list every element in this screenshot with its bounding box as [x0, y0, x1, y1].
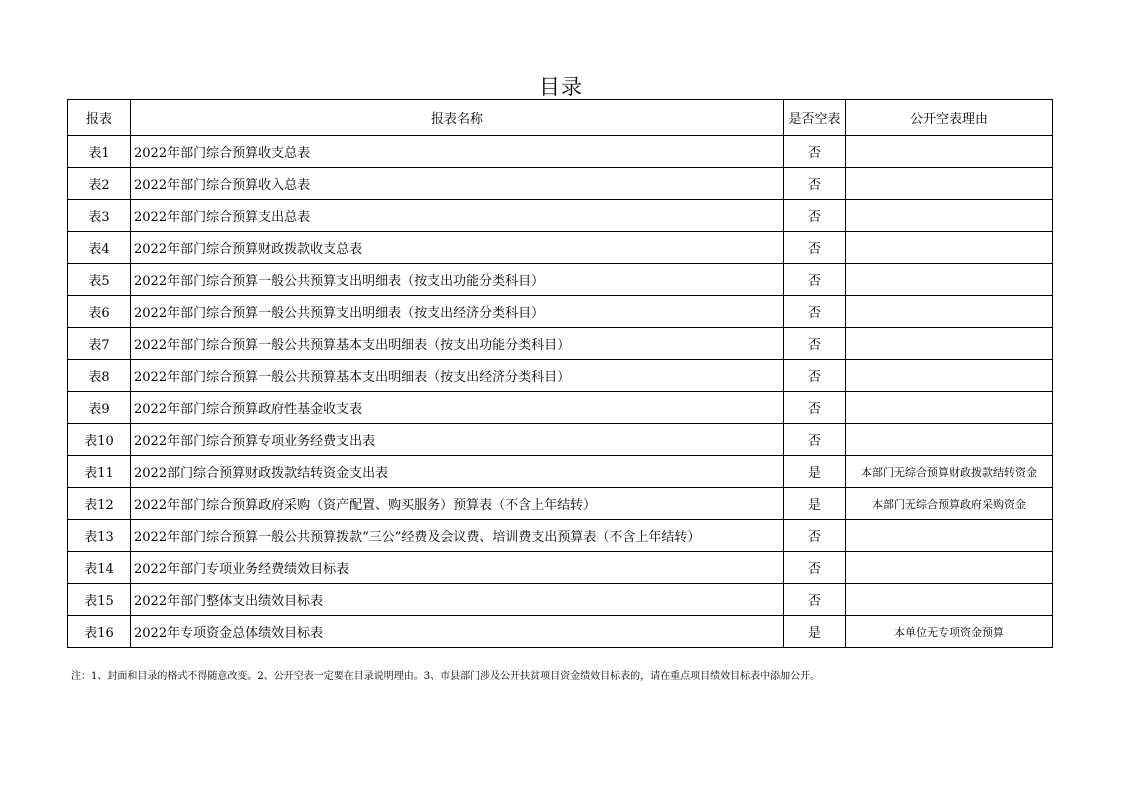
- row-code: 表4: [68, 232, 131, 264]
- row-empty-flag: 否: [784, 264, 846, 296]
- row-empty-flag: 否: [784, 552, 846, 584]
- row-name: 2022部门综合预算财政拨款结转资金支出表: [131, 456, 784, 488]
- row-reason: 本部门无综合预算财政拨款结转资金: [846, 456, 1053, 488]
- row-name: 2022年部门综合预算财政拨款收支总表: [131, 232, 784, 264]
- table-row: [68, 616, 1053, 648]
- table-row: [68, 264, 1053, 296]
- row-name: 2022年部门综合预算收支总表: [131, 136, 784, 168]
- row-code: 表2: [68, 168, 131, 200]
- row-reason: 本单位无专项资金预算: [846, 616, 1053, 648]
- header-empty: 是否空表: [784, 100, 846, 136]
- row-code: 表1: [68, 136, 131, 168]
- row-empty-flag: 否: [784, 200, 846, 232]
- footnote: 注：1、封面和目录的格式不得随意改变。2、公开空表一定要在目录说明理由。3、市县部门涉及公开扶贫项目资金绩效目标表的，请在重点项目绩效目标表中添加公开。: [71, 671, 821, 682]
- table-row: [68, 456, 1053, 488]
- row-empty-flag: 否: [784, 360, 846, 392]
- row-code: 表5: [68, 264, 131, 296]
- row-empty-flag: 否: [784, 424, 846, 456]
- row-reason: [846, 424, 1053, 456]
- page-title: 目录: [539, 75, 583, 99]
- row-code: 表3: [68, 200, 131, 232]
- table-row: [68, 552, 1053, 584]
- header-row: [68, 100, 1053, 136]
- row-empty-flag: 否: [784, 328, 846, 360]
- row-reason: [846, 200, 1053, 232]
- row-name: 2022年部门综合预算专项业务经费支出表: [131, 424, 784, 456]
- table-row: [68, 584, 1053, 616]
- row-code: 表11: [68, 456, 131, 488]
- row-name: 2022年部门综合预算一般公共预算拨款“三公”经费及会议费、培训费支出预算表（不含上年结转）: [131, 520, 784, 552]
- row-name: 2022年部门综合预算支出总表: [131, 200, 784, 232]
- row-reason: [846, 584, 1053, 616]
- table-row: [68, 200, 1053, 232]
- row-name: 2022年部门综合预算一般公共预算基本支出明细表（按支出经济分类科目）: [131, 360, 784, 392]
- row-name: 2022年部门综合预算收入总表: [131, 168, 784, 200]
- table-row: [68, 488, 1053, 520]
- row-reason: [846, 264, 1053, 296]
- toc-body: [68, 136, 1053, 648]
- header-code: 报表: [68, 100, 131, 136]
- row-empty-flag: 否: [784, 520, 846, 552]
- row-name: 2022年部门整体支出绩效目标表: [131, 584, 784, 616]
- table-row: [68, 168, 1053, 200]
- row-code: 表10: [68, 424, 131, 456]
- row-code: 表12: [68, 488, 131, 520]
- row-reason: 本部门无综合预算政府采购资金: [846, 488, 1053, 520]
- row-reason: [846, 392, 1053, 424]
- table-row: [68, 328, 1053, 360]
- row-name: 2022年部门综合预算政府性基金收支表: [131, 392, 784, 424]
- row-code: 表14: [68, 552, 131, 584]
- row-reason: [846, 520, 1053, 552]
- row-reason: [846, 328, 1053, 360]
- row-name: 2022年专项资金总体绩效目标表: [131, 616, 784, 648]
- row-code: 表7: [68, 328, 131, 360]
- row-name: 2022年部门综合预算政府采购（资产配置、购买服务）预算表（不含上年结转）: [131, 488, 784, 520]
- row-empty-flag: 否: [784, 136, 846, 168]
- row-code: 表16: [68, 616, 131, 648]
- row-code: 表9: [68, 392, 131, 424]
- row-reason: [846, 168, 1053, 200]
- header-reason: 公开空表理由: [846, 100, 1053, 136]
- row-empty-flag: 否: [784, 296, 846, 328]
- row-code: 表15: [68, 584, 131, 616]
- table-row: [68, 424, 1053, 456]
- table-row: [68, 232, 1053, 264]
- row-reason: [846, 296, 1053, 328]
- row-name: 2022年部门综合预算一般公共预算支出明细表（按支出经济分类科目）: [131, 296, 784, 328]
- row-name: 2022年部门综合预算一般公共预算基本支出明细表（按支出功能分类科目）: [131, 328, 784, 360]
- row-reason: [846, 136, 1053, 168]
- toc-table: [67, 99, 1053, 648]
- table-row: [68, 392, 1053, 424]
- header-name: 报表名称: [131, 100, 784, 136]
- table-row: [68, 360, 1053, 392]
- row-name: 2022年部门综合预算一般公共预算支出明细表（按支出功能分类科目）: [131, 264, 784, 296]
- row-empty-flag: 否: [784, 168, 846, 200]
- row-empty-flag: 否: [784, 392, 846, 424]
- row-name: 2022年部门专项业务经费绩效目标表: [131, 552, 784, 584]
- row-reason: [846, 552, 1053, 584]
- row-code: 表8: [68, 360, 131, 392]
- row-empty-flag: 否: [784, 232, 846, 264]
- row-code: 表13: [68, 520, 131, 552]
- row-empty-flag: 是: [784, 456, 846, 488]
- row-code: 表6: [68, 296, 131, 328]
- row-reason: [846, 232, 1053, 264]
- table-row: [68, 520, 1053, 552]
- row-empty-flag: 否: [784, 584, 846, 616]
- row-empty-flag: 是: [784, 488, 846, 520]
- table-row: [68, 136, 1053, 168]
- table-row: [68, 296, 1053, 328]
- row-empty-flag: 是: [784, 616, 846, 648]
- row-reason: [846, 360, 1053, 392]
